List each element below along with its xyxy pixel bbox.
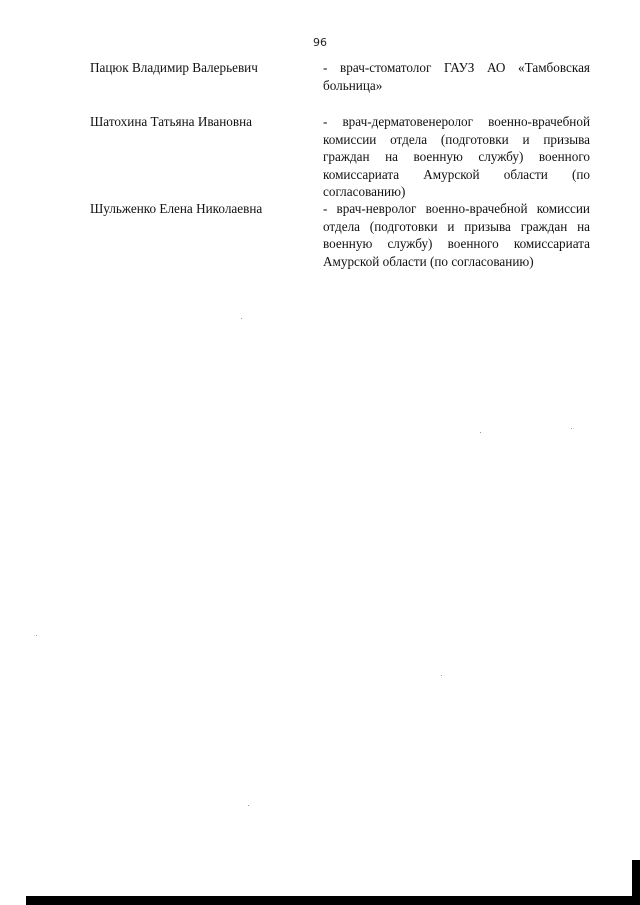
scan-speck (241, 318, 242, 319)
member-role: - врач-дерматовенеролог военно-врачебной комиссии отдела (подготовки и призыва граждан на военную службу) военного комиссариата Амурской области (по согласованию) (323, 114, 590, 199)
member-role: - врач-стоматолог ГАУЗ АО «Тамбовская больница» (323, 60, 590, 93)
scan-speck (248, 805, 249, 806)
scan-bottom-border (26, 896, 640, 905)
member-role: - врач-невролог военно-врачебной комиссии отдела (подготовки и призыва граждан на военную службу) военного комиссариата Амурской области (по согласованию) (323, 201, 590, 269)
scan-speck (480, 432, 481, 433)
scan-speck (571, 428, 572, 429)
scan-right-border (632, 860, 640, 905)
member-name: Шульженко Елена Николаевна (90, 201, 263, 216)
member-name: Пацюк Владимир Валерьевич (90, 60, 258, 75)
page-number: 96 (313, 36, 327, 49)
scan-speck (36, 635, 37, 636)
scan-speck (441, 675, 442, 676)
member-name: Шатохина Татьяна Ивановна (90, 114, 253, 129)
